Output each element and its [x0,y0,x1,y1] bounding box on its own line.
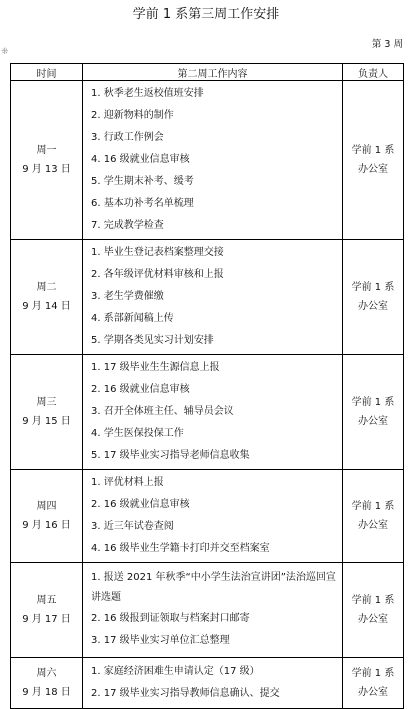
owner-line: 办公室 [358,520,388,531]
owner-cell [343,563,404,658]
task-list [91,357,342,467]
content-cell [83,563,343,658]
task-item: 5. 学期各类见实习计划安排 [91,335,214,346]
table-row [11,563,404,658]
content-cell [83,658,343,709]
content-cell [83,355,343,470]
time-cell [11,81,83,240]
time-cell [11,470,83,563]
content-cell [83,240,343,355]
task-item: 3. 近三年试卷查阅 [91,521,174,532]
task-list [91,83,342,237]
task-list [91,472,342,560]
table-row [11,240,404,355]
task-item: 1. 17 级毕业生生源信息上报 [91,362,220,373]
date-label: 9 月 15 日 [22,416,71,427]
owner-cell [343,240,404,355]
table-row [11,658,404,709]
task-item: 3. 老生学费催缴 [91,291,164,302]
table-row [11,81,404,240]
task-item: 3. 召开全体班主任、辅导员会议 [91,406,234,417]
week-label: 第 3 周 [371,39,403,50]
header-time: 时间 [11,64,83,81]
date-label: 9 月 13 日 [22,164,71,175]
table-header-row [11,64,404,81]
day-label: 周四 [36,501,57,512]
date-label: 9 月 18 日 [22,687,71,698]
table-row [11,470,404,563]
owner-line: 学前 1 系 [351,282,395,293]
day-label: 周一 [36,145,57,156]
task-item: 7. 完成教学检查 [91,220,164,231]
task-item: 2. 各年级评优材料审核和上报 [91,269,224,280]
table-row [11,355,404,470]
task-item: 3. 行政工作例会 [91,132,164,143]
task-item: 2. 迎新物料的制作 [91,110,174,121]
owner-line: 办公室 [358,687,388,698]
task-item: 2. 16 级报到证领取与档案封口邮寄 [91,613,250,624]
day-label: 周三 [36,397,57,408]
task-item: 2. 16 级就业信息审核 [91,499,190,510]
task-item: 4. 系部新闻稿上传 [91,313,174,324]
owner-line: 办公室 [358,164,388,175]
task-item: 2. 17 级毕业实习指导教师信息确认、提交 [91,688,280,699]
date-label: 9 月 17 日 [22,614,71,625]
task-item: 1. 秋季老生返校值班安排 [91,88,204,99]
task-item: 3. 17 级毕业实习单位汇总整理 [91,635,230,646]
day-label: 周五 [36,595,57,606]
owner-cell [343,470,404,563]
task-item: 4. 学生医保投保工作 [91,428,184,439]
owner-cell [343,658,404,709]
owner-line: 学前 1 系 [351,595,395,606]
task-item: 1. 毕业生登记表档案整理交接 [91,247,224,258]
document-title: 学前 1 系第三周工作安排 [132,7,280,22]
task-item: 1. 评优材料上报 [91,477,164,488]
paragraph-anchor-icon[interactable]: ⁜ [1,47,9,57]
owner-line: 办公室 [358,416,388,427]
date-label: 9 月 14 日 [22,301,71,312]
task-item: 5. 17 级毕业实习指导老师信息收集 [91,450,250,461]
header-content: 第二周工作内容 [83,64,343,81]
task-item: 4. 16 级就业信息审核 [91,154,190,165]
owner-line: 学前 1 系 [351,145,395,156]
owner-line: 办公室 [358,614,388,625]
owner-cell [343,81,404,240]
day-label: 周二 [36,282,57,293]
task-item: 4. 16 级毕业生学籍卡打印并交至档案室 [91,543,270,554]
task-list [91,568,342,652]
date-label: 9 月 16 日 [22,520,71,531]
task-list [91,242,342,352]
task-item: 1. 报送 2021 年秋季“中小学生法治宣讲团”法治巡回宣讲选题 [91,572,336,603]
owner-line: 学前 1 系 [351,668,395,679]
time-cell [11,563,83,658]
time-cell [11,355,83,470]
owner-line: 学前 1 系 [351,397,395,408]
task-item: 2. 16 级就业信息审核 [91,384,190,395]
time-cell [11,240,83,355]
owner-cell [343,355,404,470]
time-cell [11,658,83,709]
owner-line: 学前 1 系 [351,501,395,512]
owner-line: 办公室 [358,301,388,312]
task-list [91,661,342,705]
task-item: 5. 学生期末补考、缓考 [91,176,194,187]
schedule-table [10,63,404,709]
task-item: 1. 家庭经济困难生申请认定（17 级） [91,666,260,677]
header-owner: 负责人 [343,64,404,81]
task-item: 6. 基本功补考名单梳理 [91,198,194,209]
content-cell [83,470,343,563]
day-label: 周六 [36,668,57,679]
content-cell [83,81,343,240]
